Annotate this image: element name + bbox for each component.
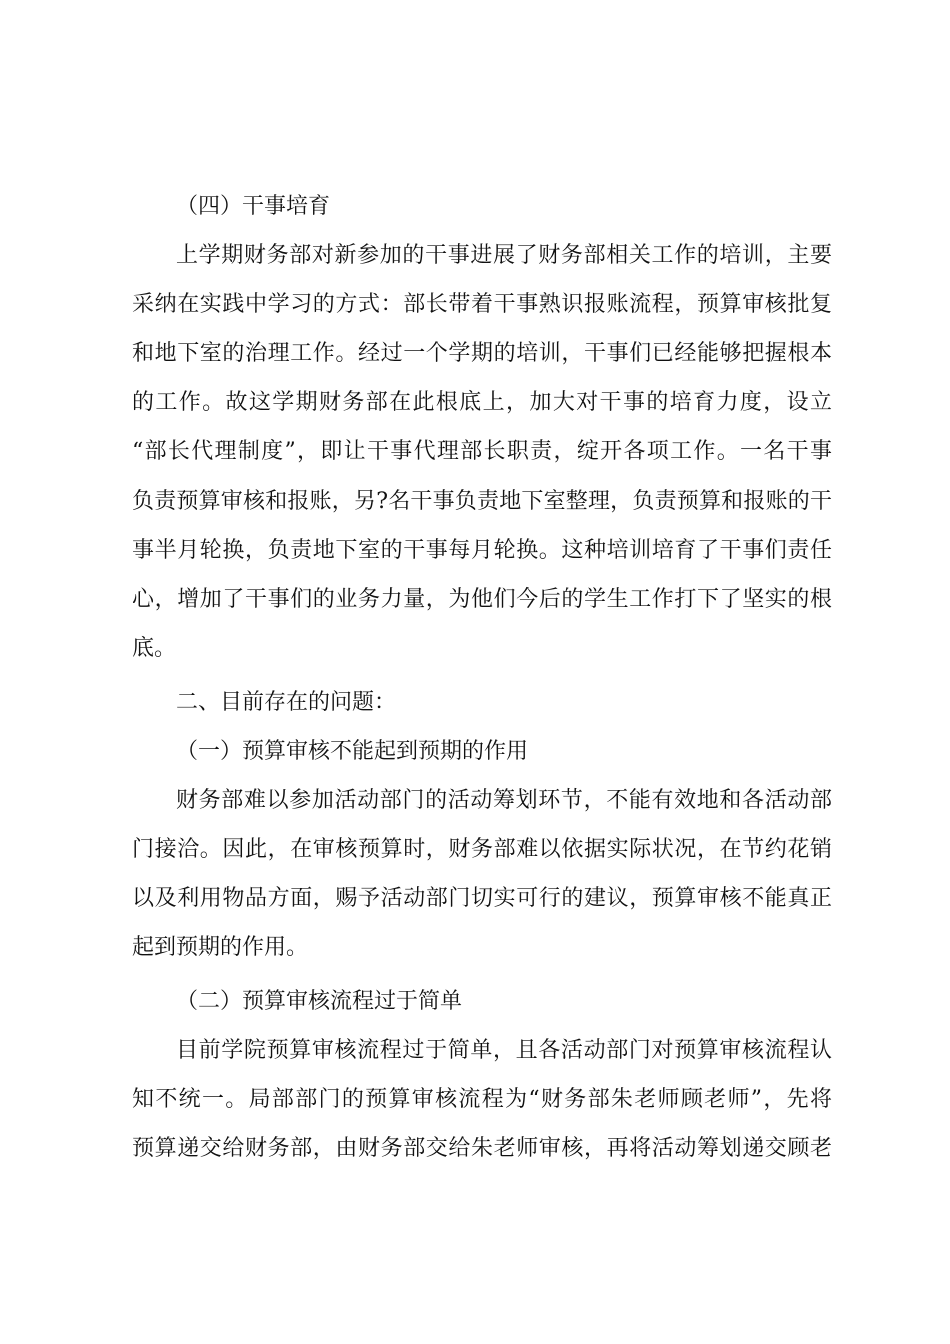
paragraph-line: 和地下室的治理工作。经过一个学期的培训，干事们已经能够把握根本 bbox=[132, 341, 832, 366]
paragraph-line: 起到预期的作用。 bbox=[132, 935, 309, 960]
paragraph-line: 底。 bbox=[132, 636, 177, 661]
section-heading-cadre-training: （四）干事培育 bbox=[176, 194, 331, 219]
paragraph-line: 事半月轮换，负责地下室的干事每月轮换。这种培训培育了干事们责任 bbox=[132, 538, 832, 563]
paragraph-line: 门接洽。因此，在审核预算时，财务部难以依据实际状况，在节约花销 bbox=[132, 837, 832, 862]
paragraph-line: 的工作。故这学期财务部在此根底上，加大对干事的培育力度，设立 bbox=[132, 390, 832, 415]
section-heading-budget-process-simple: （二）预算审核流程过于简单 bbox=[176, 989, 463, 1014]
section-heading-current-problems: 二、目前存在的问题： bbox=[176, 690, 397, 715]
paragraph-line: 心，增加了干事们的业务力量，为他们今后的学生工作打下了坚实的根 bbox=[132, 587, 832, 612]
paragraph-line: “部长代理制度”，即让干事代理部长职责，绽开各项工作。一名干事 bbox=[132, 439, 832, 464]
paragraph-line: 负责预算审核和报账，另?名干事负责地下室整理，负责预算和报账的干 bbox=[132, 489, 832, 514]
paragraph-line: 预算递交给财务部，由财务部交给朱老师审核，再将活动筹划递交顾老 bbox=[132, 1136, 832, 1161]
paragraph-line: 以及利用物品方面，赐予活动部门切实可行的建议，预算审核不能真正 bbox=[132, 886, 832, 911]
section-heading-budget-review-ineffective: （一）预算审核不能起到预期的作用 bbox=[176, 739, 529, 764]
paragraph-line: 知不统一。局部部门的预算审核流程为“财务部朱老师顾老师”，先将 bbox=[132, 1087, 832, 1112]
paragraph-line: 上学期财务部对新参加的干事进展了财务部相关工作的培训，主要 bbox=[176, 243, 832, 268]
paragraph-line: 采纳在实践中学习的方式：部长带着干事熟识报账流程，预算审核批复 bbox=[132, 292, 832, 317]
paragraph-line: 目前学院预算审核流程过于简单，且各活动部门对预算审核流程认 bbox=[176, 1038, 832, 1063]
paragraph-line: 财务部难以参加活动部门的活动筹划环节，不能有效地和各活动部 bbox=[176, 788, 832, 813]
